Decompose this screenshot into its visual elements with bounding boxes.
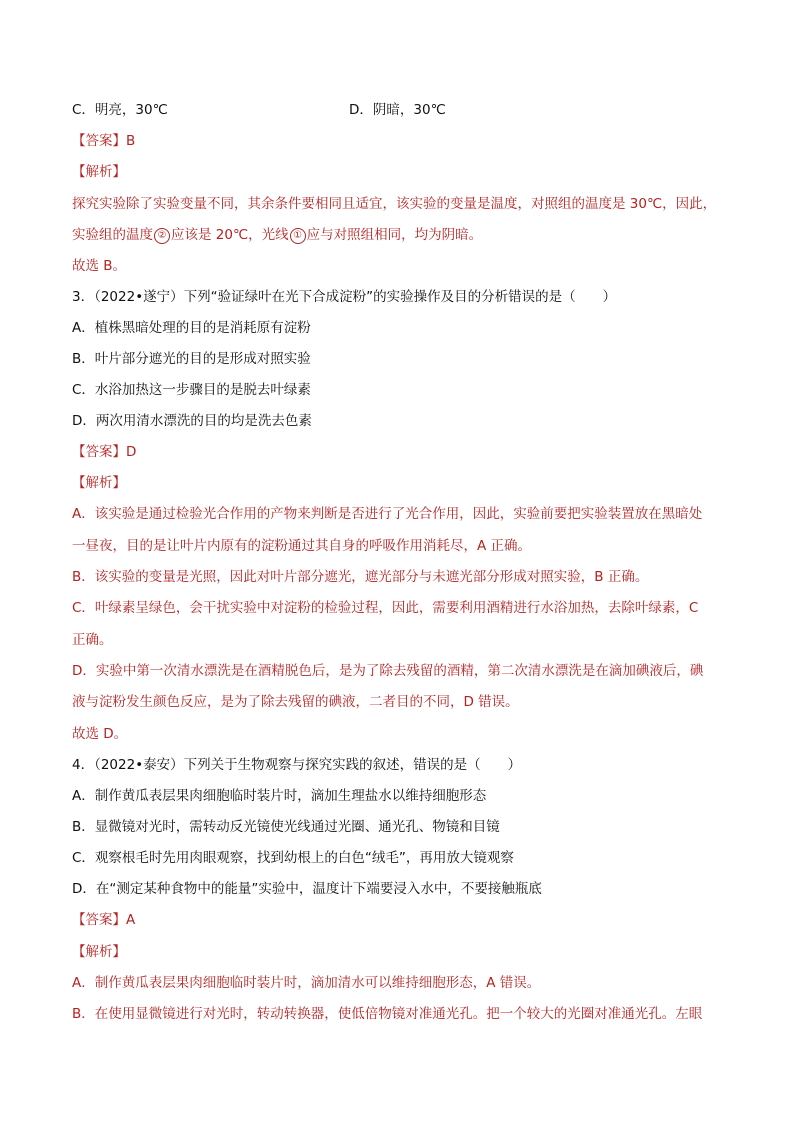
q3-analysis-d-line2: 液与淀粉发生颜色反应，是为了除去残留的碘液，二者目的不同，D 错误。	[72, 694, 519, 710]
q2-analysis-label: 【解析】	[72, 164, 126, 180]
q2-answer-value: B	[126, 133, 136, 149]
q3-option-d: D．两次用清水漂洗的目的均是洗去色素	[72, 413, 312, 429]
q2-options-row	[72, 101, 446, 119]
q3-answer-value: D	[126, 444, 137, 460]
q4-option-b: B．显微镜对光时，需转动反光镜使光线通过光圈、通光孔、物镜和目镜	[72, 819, 500, 835]
q3-option-a: A．植株黑暗处理的目的是消耗原有淀粉	[72, 320, 311, 336]
q2-analysis-line2	[72, 226, 482, 244]
circled-1-mark: ①	[290, 228, 306, 244]
q4-analysis-b: B．在使用显微镜进行对光时，转动转换器，使低倍物镜对准通光孔。把一个较大的光圈对准通光孔。左眼	[72, 1006, 703, 1022]
q2-conclusion: 故选 B。	[72, 258, 127, 274]
q4-analysis-a: A．制作黄瓜表层果肉细胞临时装片时，滴加清水可以维持细胞形态，A 错误。	[72, 975, 541, 991]
q3-stem: 3．（2022•遂宁）下列“验证绿叶在光下合成淀粉”的实验操作及目的分析错误的是（ ）	[72, 289, 617, 305]
q2-option-d: D．阴暗，30℃	[349, 102, 446, 118]
q2-answer-label: 【答案】	[72, 133, 126, 149]
q3-option-c: C．水浴加热这一步骤目的是脱去叶绿素	[72, 382, 311, 398]
q3-analysis-d-line1: D．实验中第一次清水漂洗是在酒精脱色后，是为了除去残留的酒精，第二次清水漂洗是在滴加碘液后，碘	[72, 663, 704, 679]
q3-answer-label: 【答案】	[72, 444, 126, 460]
q4-analysis-label: 【解析】	[72, 944, 126, 960]
q4-stem: 4．（2022•泰安）下列关于生物观察与探究实践的叙述，错误的是（ ）	[72, 757, 522, 773]
q3-analysis-c-line2: 正确。	[72, 632, 113, 648]
q3-analysis-c-line1: C．叶绿素呈绿色，会干扰实验中对淀粉的检验过程，因此，需要利用酒精进行水浴加热，去除叶绿素，C	[72, 600, 699, 616]
q3-conclusion: 故选 D。	[72, 726, 128, 742]
q3-analysis-label: 【解析】	[72, 475, 126, 491]
q4-option-c: C．观察根毛时先用肉眼观察，找到幼根上的白色“绒毛”，再用放大镜观察	[72, 850, 514, 866]
q4-option-d: D．在“测定某种食物中的能量”实验中，温度计下端要浸入水中，不要接触瓶底	[72, 881, 542, 897]
q3-option-b: B．叶片部分遮光的目的是形成对照实验	[72, 351, 311, 367]
q2-analysis-line2-part-a: 实验组的温度	[72, 227, 153, 243]
q2-option-c: C．明亮，30℃	[72, 102, 168, 118]
q4-answer-label: 【答案】	[72, 912, 126, 928]
q4-answer-value: A	[126, 912, 136, 928]
q3-analysis-a-line2: 一昼夜，目的是让叶片内原有的淀粉通过其自身的呼吸作用消耗尽，A 正确。	[72, 538, 532, 554]
q2-analysis-line2-part-c: 应与对照组相同，均为阴暗。	[306, 227, 483, 243]
q4-answer	[72, 911, 135, 929]
circled-2-mark: ②	[154, 228, 170, 244]
q2-analysis-line1: 探究实验除了实验变量不同，其余条件要相同且适宜，该实验的变量是温度，对照组的温度是 30℃，因此，	[72, 196, 717, 212]
q3-analysis-a-line1: A．该实验是通过检验光合作用的产物来判断是否进行了光合作用，因此，实验前要把实验装置放在黑暗处	[72, 506, 703, 522]
q4-option-a: A．制作黄瓜表层果肉细胞临时装片时，滴加生理盐水以维持细胞形态	[72, 788, 487, 804]
q2-analysis-line2-part-b: 应该是 20℃，光线	[171, 227, 289, 243]
q3-answer	[72, 443, 136, 461]
q2-answer	[72, 132, 135, 150]
q3-analysis-b: B．该实验的变量是光照，因此对叶片部分遮光，遮光部分与未遮光部分形成对照实验，B 正确。	[72, 569, 649, 585]
